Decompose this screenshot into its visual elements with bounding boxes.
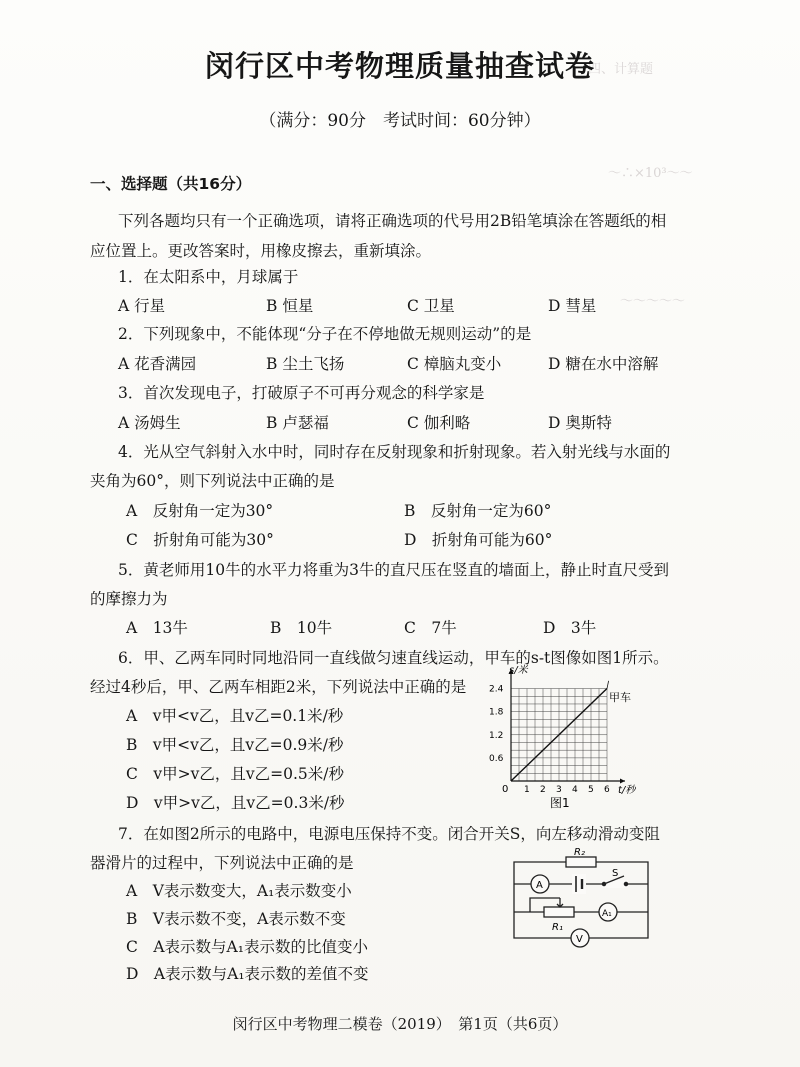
label-v: V	[576, 934, 583, 945]
section-intro-line: 应位置上。更改答案时，用橡皮擦去，重新填涂。	[90, 242, 432, 260]
option-d: D 彗星	[548, 297, 597, 315]
option-d: D 3牛	[543, 619, 597, 637]
option-c: C 7牛	[404, 619, 457, 637]
option-a: A 花香满园	[118, 355, 197, 373]
x-tick-label: 4	[572, 785, 578, 795]
option-d: D 糖在水中溶解	[548, 355, 659, 373]
page-title: 闵行区中考物理质量抽查试卷	[204, 49, 595, 83]
figure-caption: 图1	[550, 796, 570, 810]
question-stem: 的摩擦力为	[90, 590, 168, 608]
y-tick-label: 2.4	[489, 684, 504, 695]
question-stem: 5．黄老师用10牛的水平力将重为3牛的直尺压在竖直的墙面上，静止时直尺受到	[118, 561, 669, 579]
circuit-wire	[514, 862, 648, 938]
page-footer: 闵行区中考物理二模卷（2019） 第1页（共6页）	[232, 1015, 568, 1033]
question-stem: 6．甲、乙两车同时同地沿同一直线做匀速直线运动，甲车的s-t图像如图1所示。	[118, 649, 669, 667]
option-c: C v甲>v乙，且v乙=0.5米/秒	[126, 765, 344, 783]
question-stem: 7．在如图2所示的电路中，电源电压保持不变。闭合开关S，向左移动滑动变阻	[118, 825, 660, 843]
question-stem: 4．光从空气斜射入水中时，同时存在反射现象和折射现象。若入射光线与水面的	[118, 443, 671, 461]
bleed-through-text: ～～～～～	[620, 294, 686, 309]
label-s: S	[612, 868, 619, 879]
chart-ticks	[489, 685, 610, 795]
question-stem: 2．下列现象中，不能体现“分子在不停地做无规则运动”的是	[118, 325, 532, 343]
y-tick-label: 1.2	[489, 730, 504, 741]
x-tick-label: 3	[556, 785, 562, 795]
option-b: B 反射角一定为60°	[404, 502, 552, 520]
option-a: A 行星	[118, 297, 166, 315]
x-axis-label: t/秒	[618, 785, 636, 796]
option-a: A 13牛	[126, 619, 188, 637]
option-d: D v甲>v乙，且v乙=0.3米/秒	[126, 794, 345, 812]
option-d: D 折射角可能为60°	[404, 531, 553, 549]
rheostat-r1	[544, 907, 574, 917]
resistor-r2	[566, 857, 596, 867]
bleed-through-text: 四、计算题	[588, 62, 654, 77]
y-axis-label: s/米	[509, 665, 528, 676]
bleed-through-text: ～∴×10³～～	[608, 166, 693, 181]
question-stem: 器滑片的过程中，下列说法中正确的是	[90, 854, 354, 872]
x-tick-label: 1	[524, 785, 530, 795]
x-axis-arrow	[620, 779, 625, 784]
label-a: A	[536, 880, 543, 891]
label-a1: A₁	[602, 909, 612, 919]
x-tick-label: 2	[540, 785, 546, 795]
option-c: C 卫星	[407, 297, 455, 315]
figure1-st-graph	[478, 660, 638, 810]
option-b: B 10牛	[270, 619, 333, 637]
section-heading: 一、选择题（共16分）	[90, 175, 252, 193]
option-d: D A表示数与A₁表示数的差值不变	[126, 965, 369, 983]
x-tick-label: 5	[588, 785, 594, 795]
question-stem: 3．首次发现电子，打破原子不可再分观念的科学家是	[118, 384, 485, 402]
option-a: A V表示数变大，A₁表示数变小	[126, 882, 352, 900]
option-a: A v甲<v乙，且v乙=0.1米/秒	[126, 707, 344, 725]
option-b: B 恒星	[266, 297, 314, 315]
label-r1: R₁	[552, 922, 563, 933]
origin-label: 0	[502, 784, 509, 795]
label-r2: R₂	[574, 847, 585, 858]
option-a: A 汤姆生	[118, 414, 181, 432]
option-c: C 伽利略	[407, 414, 471, 432]
figure2-circuit	[500, 846, 662, 958]
page-subtitle: （满分：90分 考试时间：60分钟）	[259, 111, 541, 131]
option-d: D 奥斯特	[548, 414, 612, 432]
option-b: B v甲<v乙，且v乙=0.9米/秒	[126, 736, 344, 754]
option-c: C A表示数与A₁表示数的比值变小	[126, 938, 368, 956]
option-a: A 反射角一定为30°	[126, 502, 274, 520]
slider-arrow	[557, 898, 563, 907]
question-stem: 1．在太阳系中，月球属于	[118, 268, 299, 286]
y-tick-label: 1.8	[489, 707, 504, 718]
chart-series	[511, 681, 609, 781]
series-label: 甲车	[609, 691, 631, 704]
x-tick-label: 6	[604, 785, 610, 795]
option-b: B 尘土飞扬	[266, 355, 345, 373]
option-b: B V表示数不变，A表示数不变	[126, 910, 346, 928]
question-stem: 夹角为60°，则下列说法中正确的是	[90, 472, 335, 490]
question-stem: 经过4秒后，甲、乙两车相距2米，下列说法中正确的是	[90, 678, 467, 696]
section-intro-line: 下列各题均只有一个正确选项，请将正确选项的代号用2B铅笔填涂在答题纸的相	[118, 212, 667, 230]
option-c: C 樟脑丸变小	[407, 355, 502, 373]
option-c: C 折射角可能为30°	[126, 531, 274, 549]
y-tick-label: 0.6	[489, 753, 504, 764]
option-b: B 卢瑟福	[266, 414, 329, 432]
series-label-leader	[607, 681, 609, 689]
